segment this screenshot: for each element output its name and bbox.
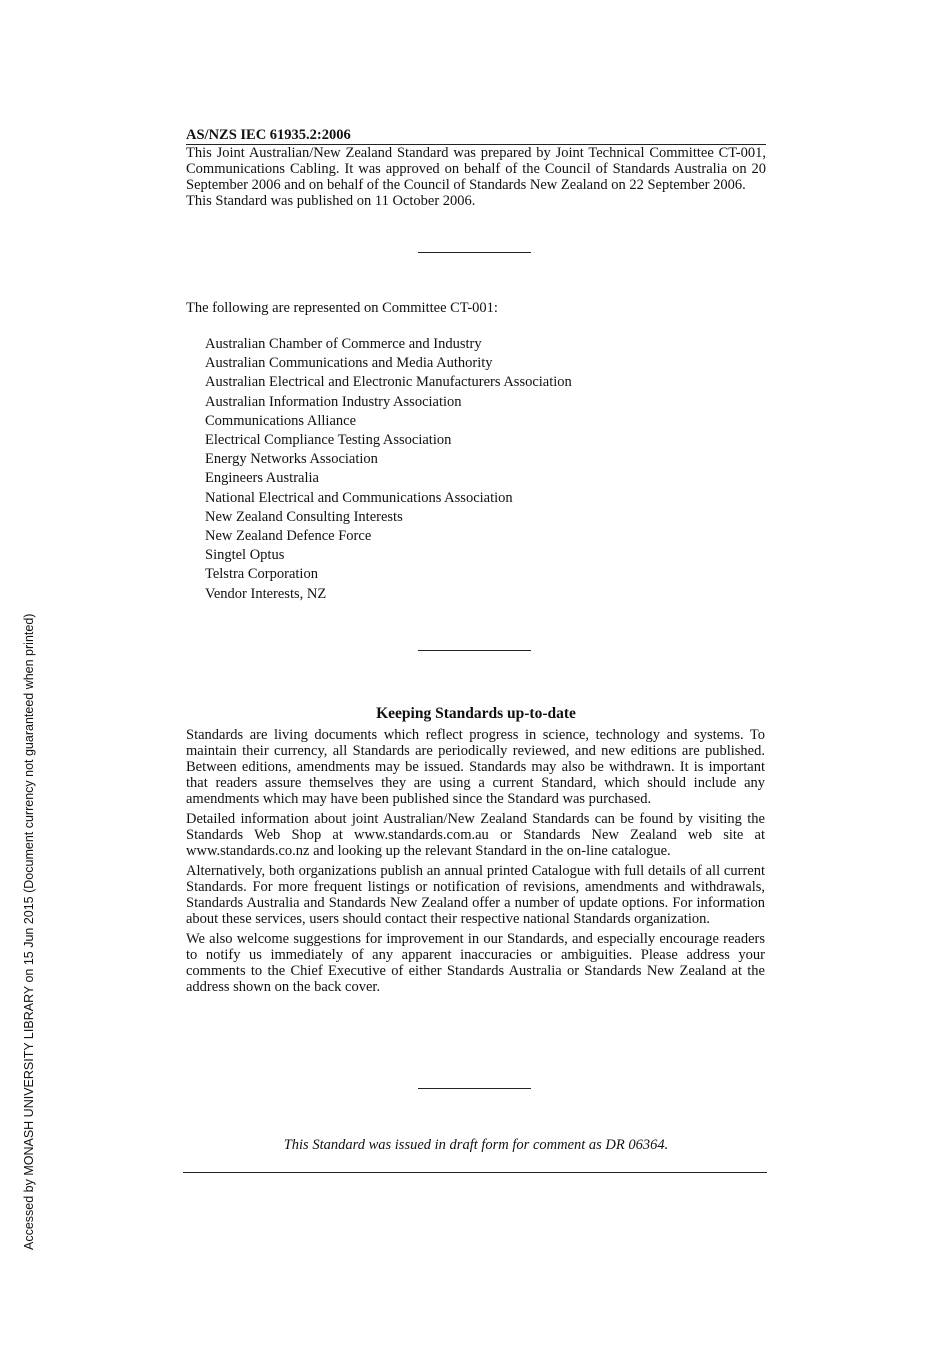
committee-intro: The following are represented on Committee CT-001: <box>186 300 498 316</box>
section-divider-2 <box>418 650 531 651</box>
preparation-paragraph: This Joint Australian/New Zealand Standard was prepared by Joint Technical Committee CT-001, Communications Cabling. It was approved on behalf of the Council of Standards Australia on 20 September 2006 and on behalf of the Council of Standards New Zealand on 22 September 2006. <box>186 145 766 193</box>
preparation-block <box>186 145 766 209</box>
section-divider-1 <box>418 252 531 253</box>
committee-member: Vendor Interests, NZ <box>205 585 327 602</box>
publication-date: This Standard was published on 11 October 2006. <box>186 193 476 209</box>
committee-member: Communications Alliance <box>205 412 357 429</box>
keeping-paragraph: Standards are living documents which reflect progress in science, technology and systems. To maintain their currency, all Standards are periodically reviewed, and new editions are published. Between editions, amendments may be issued. Standards may also be withdrawn. It is important that readers assure themselves they are using a current Standard, which should include any amendments which may have been published since the Standard was purchased. <box>186 727 765 807</box>
committee-member: Australian Information Industry Association <box>205 393 462 410</box>
keeping-up-to-date-heading: Keeping Standards up-to-date <box>376 705 576 722</box>
access-watermark: Accessed by MONASH UNIVERSITY LIBRARY on 15 Jun 2015 (Document currency not guaranteed when printed) <box>22 613 36 1250</box>
committee-member: Electrical Compliance Testing Association <box>205 432 452 449</box>
standard-number: AS/NZS IEC 61935.2:2006 <box>186 127 766 145</box>
committee-member: Singtel Optus <box>205 547 285 564</box>
committee-member: Engineers Australia <box>205 470 319 487</box>
footer-rule <box>183 1172 767 1173</box>
committee-member: National Electrical and Communications Association <box>205 489 513 506</box>
committee-member: New Zealand Consulting Interests <box>205 508 403 525</box>
keeping-paragraph: Alternatively, both organizations publish an annual printed Catalogue with full details of all current Standards. For more frequent listings or notification of revisions, amendments and withdrawals, Standards Australia and Standards New Zealand offer a number of update options. For information about these services, users should contact their respective national Standards organization. <box>186 863 765 927</box>
committee-member: Australian Electrical and Electronic Manufacturers Association <box>205 374 572 391</box>
committee-member: New Zealand Defence Force <box>205 528 372 545</box>
keeping-paragraph: Detailed information about joint Australian/New Zealand Standards can be found by visiting the Standards Web Shop at www.standards.com.au or Standards New Zealand web site at www.standards.co.nz and looking up the relevant Standard in the on-line catalogue. <box>186 811 765 859</box>
committee-member: Australian Chamber of Commerce and Industry <box>205 336 482 352</box>
committee-member: Energy Networks Association <box>205 451 378 468</box>
committee-member: Telstra Corporation <box>205 566 318 583</box>
section-divider-3 <box>418 1088 531 1089</box>
committee-member-list <box>205 335 572 604</box>
draft-note: This Standard was issued in draft form for comment as DR 06364. <box>283 1137 669 1153</box>
keeping-up-to-date-body <box>186 727 765 999</box>
keeping-paragraph: We also welcome suggestions for improvement in our Standards, and especially encourage readers to notify us immediately of any apparent inaccuracies or ambiguities. Please address your comments to the Chief Executive of either Standards Australia or Standards New Zealand at the address shown on the back cover. <box>186 931 765 995</box>
committee-member: Australian Communications and Media Authority <box>205 355 493 372</box>
